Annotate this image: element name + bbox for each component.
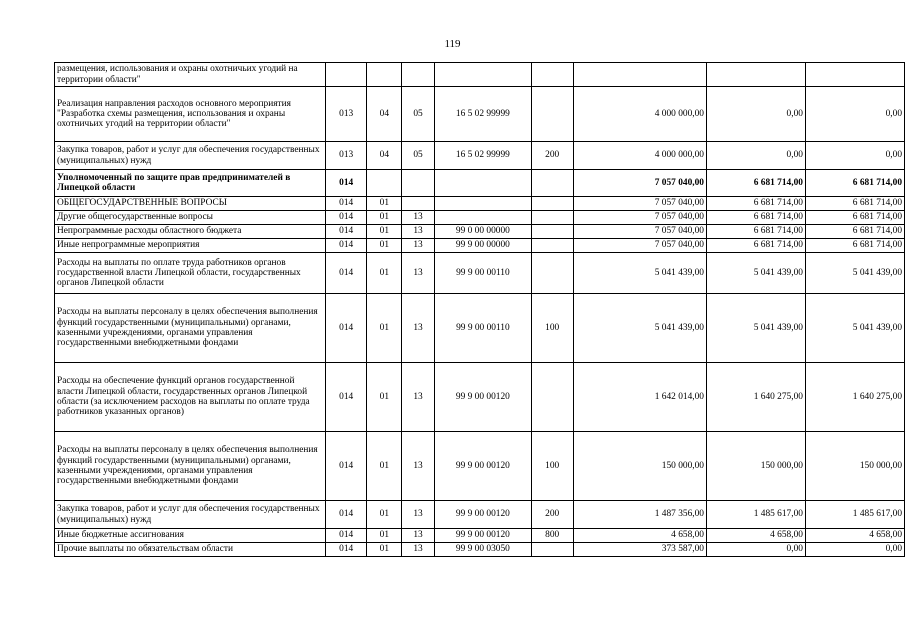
cell-ved: 014 <box>325 239 367 253</box>
cell-sum-3: 0,00 <box>805 142 904 170</box>
cell-sum-3: 6 681 714,00 <box>805 225 904 239</box>
table-row <box>55 87 905 142</box>
cell-sum-2: 6 681 714,00 <box>706 225 805 239</box>
cell-rz: 01 <box>367 211 402 225</box>
cell-vr: 100 <box>531 432 573 501</box>
cell-ved: 014 <box>325 501 367 529</box>
cell-sum-1: 7 057 040,00 <box>573 197 706 211</box>
cell-vr <box>531 211 573 225</box>
table-row <box>55 63 905 87</box>
cell-vr: 200 <box>531 142 573 170</box>
cell-sum-3: 4 658,00 <box>805 529 904 543</box>
cell-name: Уполномоченный по защите прав предпринимателей в Липецкой области <box>55 170 326 197</box>
cell-rz: 04 <box>367 87 402 142</box>
cell-pr: 13 <box>402 432 435 501</box>
cell-sum-2: 5 041 439,00 <box>706 294 805 363</box>
cell-name: Непрограммные расходы областного бюджета <box>55 225 326 239</box>
cell-ved: 014 <box>325 529 367 543</box>
cell-csr <box>434 170 531 197</box>
cell-sum-2: 6 681 714,00 <box>706 239 805 253</box>
cell-sum-3: 1 485 617,00 <box>805 501 904 529</box>
cell-rz: 01 <box>367 501 402 529</box>
cell-vr: 800 <box>531 529 573 543</box>
table-row <box>55 501 905 529</box>
cell-sum-1: 4 000 000,00 <box>573 87 706 142</box>
cell-sum-1: 1 642 014,00 <box>573 363 706 432</box>
cell-sum-2: 6 681 714,00 <box>706 197 805 211</box>
cell-sum-2 <box>706 63 805 87</box>
cell-name: Иные бюджетные ассигнования <box>55 529 326 543</box>
cell-pr: 05 <box>402 87 435 142</box>
cell-csr: 16 5 02 99999 <box>434 142 531 170</box>
cell-ved: 014 <box>325 211 367 225</box>
cell-pr: 13 <box>402 363 435 432</box>
cell-sum-1: 5 041 439,00 <box>573 253 706 294</box>
cell-pr <box>402 170 435 197</box>
cell-pr: 13 <box>402 239 435 253</box>
cell-sum-1: 7 057 040,00 <box>573 225 706 239</box>
cell-csr: 99 9 00 00000 <box>434 239 531 253</box>
table-row <box>55 239 905 253</box>
cell-vr <box>531 239 573 253</box>
cell-sum-2: 6 681 714,00 <box>706 211 805 225</box>
cell-ved: 014 <box>325 363 367 432</box>
cell-pr: 13 <box>402 211 435 225</box>
table-body <box>55 63 905 557</box>
table-row <box>55 363 905 432</box>
cell-vr <box>531 363 573 432</box>
cell-name: Расходы на обеспечение функций органов государственной власти Липецкой области, государственных органов Липецкой области (за исключением расходов на выплаты по оплате труда работников указанных органов) <box>55 363 326 432</box>
cell-sum-1: 7 057 040,00 <box>573 211 706 225</box>
table-row <box>55 529 905 543</box>
cell-name: Расходы на выплаты персоналу в целях обеспечения выполнения функций государственными (муниципальными) органами, казенными учреждениями, органами управления государственными внебюджетными фондами <box>55 432 326 501</box>
table-row <box>55 142 905 170</box>
cell-rz: 01 <box>367 294 402 363</box>
cell-csr <box>434 211 531 225</box>
cell-sum-3: 1 640 275,00 <box>805 363 904 432</box>
cell-sum-2: 0,00 <box>706 543 805 557</box>
cell-name: Прочие выплаты по обязательствам области <box>55 543 326 557</box>
cell-sum-2: 150 000,00 <box>706 432 805 501</box>
cell-sum-2: 5 041 439,00 <box>706 253 805 294</box>
cell-vr <box>531 253 573 294</box>
cell-sum-3: 6 681 714,00 <box>805 170 904 197</box>
cell-pr: 13 <box>402 529 435 543</box>
cell-sum-1: 7 057 040,00 <box>573 239 706 253</box>
cell-name: Иные непрограммные мероприятия <box>55 239 326 253</box>
cell-pr: 13 <box>402 543 435 557</box>
cell-vr: 100 <box>531 294 573 363</box>
cell-rz <box>367 63 402 87</box>
table-row <box>55 225 905 239</box>
cell-sum-3: 0,00 <box>805 87 904 142</box>
cell-sum-1: 5 041 439,00 <box>573 294 706 363</box>
cell-sum-1: 7 057 040,00 <box>573 170 706 197</box>
cell-ved: 014 <box>325 197 367 211</box>
page-number: 119 <box>444 38 461 50</box>
table-row <box>55 253 905 294</box>
cell-name: размещения, использования и охраны охотничьих угодий на территории области" <box>55 63 326 87</box>
budget-table <box>54 62 905 557</box>
cell-csr: 99 9 00 00120 <box>434 363 531 432</box>
cell-rz: 01 <box>367 197 402 211</box>
cell-vr <box>531 63 573 87</box>
cell-ved: 014 <box>325 294 367 363</box>
cell-ved: 014 <box>325 253 367 294</box>
cell-name: ОБЩЕГОСУДАРСТВЕННЫЕ ВОПРОСЫ <box>55 197 326 211</box>
cell-ved: 014 <box>325 225 367 239</box>
cell-csr: 99 9 00 03050 <box>434 543 531 557</box>
cell-sum-3 <box>805 63 904 87</box>
cell-rz: 01 <box>367 543 402 557</box>
cell-rz: 01 <box>367 239 402 253</box>
table-row <box>55 170 905 197</box>
cell-sum-1: 1 487 356,00 <box>573 501 706 529</box>
cell-sum-1: 4 000 000,00 <box>573 142 706 170</box>
cell-sum-2: 0,00 <box>706 87 805 142</box>
cell-rz: 01 <box>367 363 402 432</box>
cell-vr <box>531 225 573 239</box>
cell-sum-1: 150 000,00 <box>573 432 706 501</box>
cell-sum-3: 5 041 439,00 <box>805 294 904 363</box>
cell-rz: 01 <box>367 253 402 294</box>
cell-sum-3: 6 681 714,00 <box>805 197 904 211</box>
cell-sum-1: 373 587,00 <box>573 543 706 557</box>
cell-name: Реализация направления расходов основного мероприятия "Разработка схемы размещения, использования и охраны охотничьих угодий на территории области" <box>55 87 326 142</box>
cell-sum-2: 4 658,00 <box>706 529 805 543</box>
cell-csr: 16 5 02 99999 <box>434 87 531 142</box>
cell-sum-3: 6 681 714,00 <box>805 211 904 225</box>
table-row <box>55 211 905 225</box>
cell-vr: 200 <box>531 501 573 529</box>
cell-sum-1: 4 658,00 <box>573 529 706 543</box>
cell-name: Другие общегосударственные вопросы <box>55 211 326 225</box>
cell-sum-1 <box>573 63 706 87</box>
cell-rz: 01 <box>367 225 402 239</box>
cell-ved: 013 <box>325 142 367 170</box>
cell-name: Закупка товаров, работ и услуг для обеспечения государственных (муниципальных) нужд <box>55 501 326 529</box>
cell-csr: 99 9 00 00120 <box>434 529 531 543</box>
cell-vr <box>531 87 573 142</box>
cell-pr: 13 <box>402 253 435 294</box>
cell-csr <box>434 197 531 211</box>
cell-pr: 05 <box>402 142 435 170</box>
cell-sum-2: 6 681 714,00 <box>706 170 805 197</box>
table-row <box>55 197 905 211</box>
cell-csr: 99 9 00 00110 <box>434 253 531 294</box>
cell-rz: 01 <box>367 432 402 501</box>
cell-name: Расходы на выплаты персоналу в целях обеспечения выполнения функций государственными (муниципальными) органами, казенными учреждениями, органами управления государственными внебюджетными фондами <box>55 294 326 363</box>
cell-pr <box>402 197 435 211</box>
cell-pr: 13 <box>402 501 435 529</box>
cell-sum-3: 6 681 714,00 <box>805 239 904 253</box>
cell-ved: 014 <box>325 170 367 197</box>
cell-csr: 99 0 00 00000 <box>434 225 531 239</box>
cell-name: Закупка товаров, работ и услуг для обеспечения государственных (муниципальных) нужд <box>55 142 326 170</box>
cell-pr: 13 <box>402 225 435 239</box>
cell-sum-3: 150 000,00 <box>805 432 904 501</box>
cell-vr <box>531 197 573 211</box>
cell-sum-3: 5 041 439,00 <box>805 253 904 294</box>
cell-ved: 013 <box>325 87 367 142</box>
cell-ved <box>325 63 367 87</box>
cell-name: Расходы на выплаты по оплате труда работников органов государственной власти Липецкой области, государственных органов Липецкой области <box>55 253 326 294</box>
table-row <box>55 543 905 557</box>
cell-ved: 014 <box>325 432 367 501</box>
cell-csr: 99 9 00 00120 <box>434 432 531 501</box>
cell-sum-2: 1 640 275,00 <box>706 363 805 432</box>
cell-vr <box>531 543 573 557</box>
cell-csr: 99 9 00 00110 <box>434 294 531 363</box>
cell-rz <box>367 170 402 197</box>
cell-rz: 04 <box>367 142 402 170</box>
cell-sum-2: 0,00 <box>706 142 805 170</box>
cell-csr <box>434 63 531 87</box>
cell-vr <box>531 170 573 197</box>
cell-rz: 01 <box>367 529 402 543</box>
cell-pr <box>402 63 435 87</box>
cell-sum-2: 1 485 617,00 <box>706 501 805 529</box>
table-row <box>55 432 905 501</box>
cell-pr: 13 <box>402 294 435 363</box>
table-row <box>55 294 905 363</box>
cell-sum-3: 0,00 <box>805 543 904 557</box>
cell-ved: 014 <box>325 543 367 557</box>
cell-csr: 99 9 00 00120 <box>434 501 531 529</box>
